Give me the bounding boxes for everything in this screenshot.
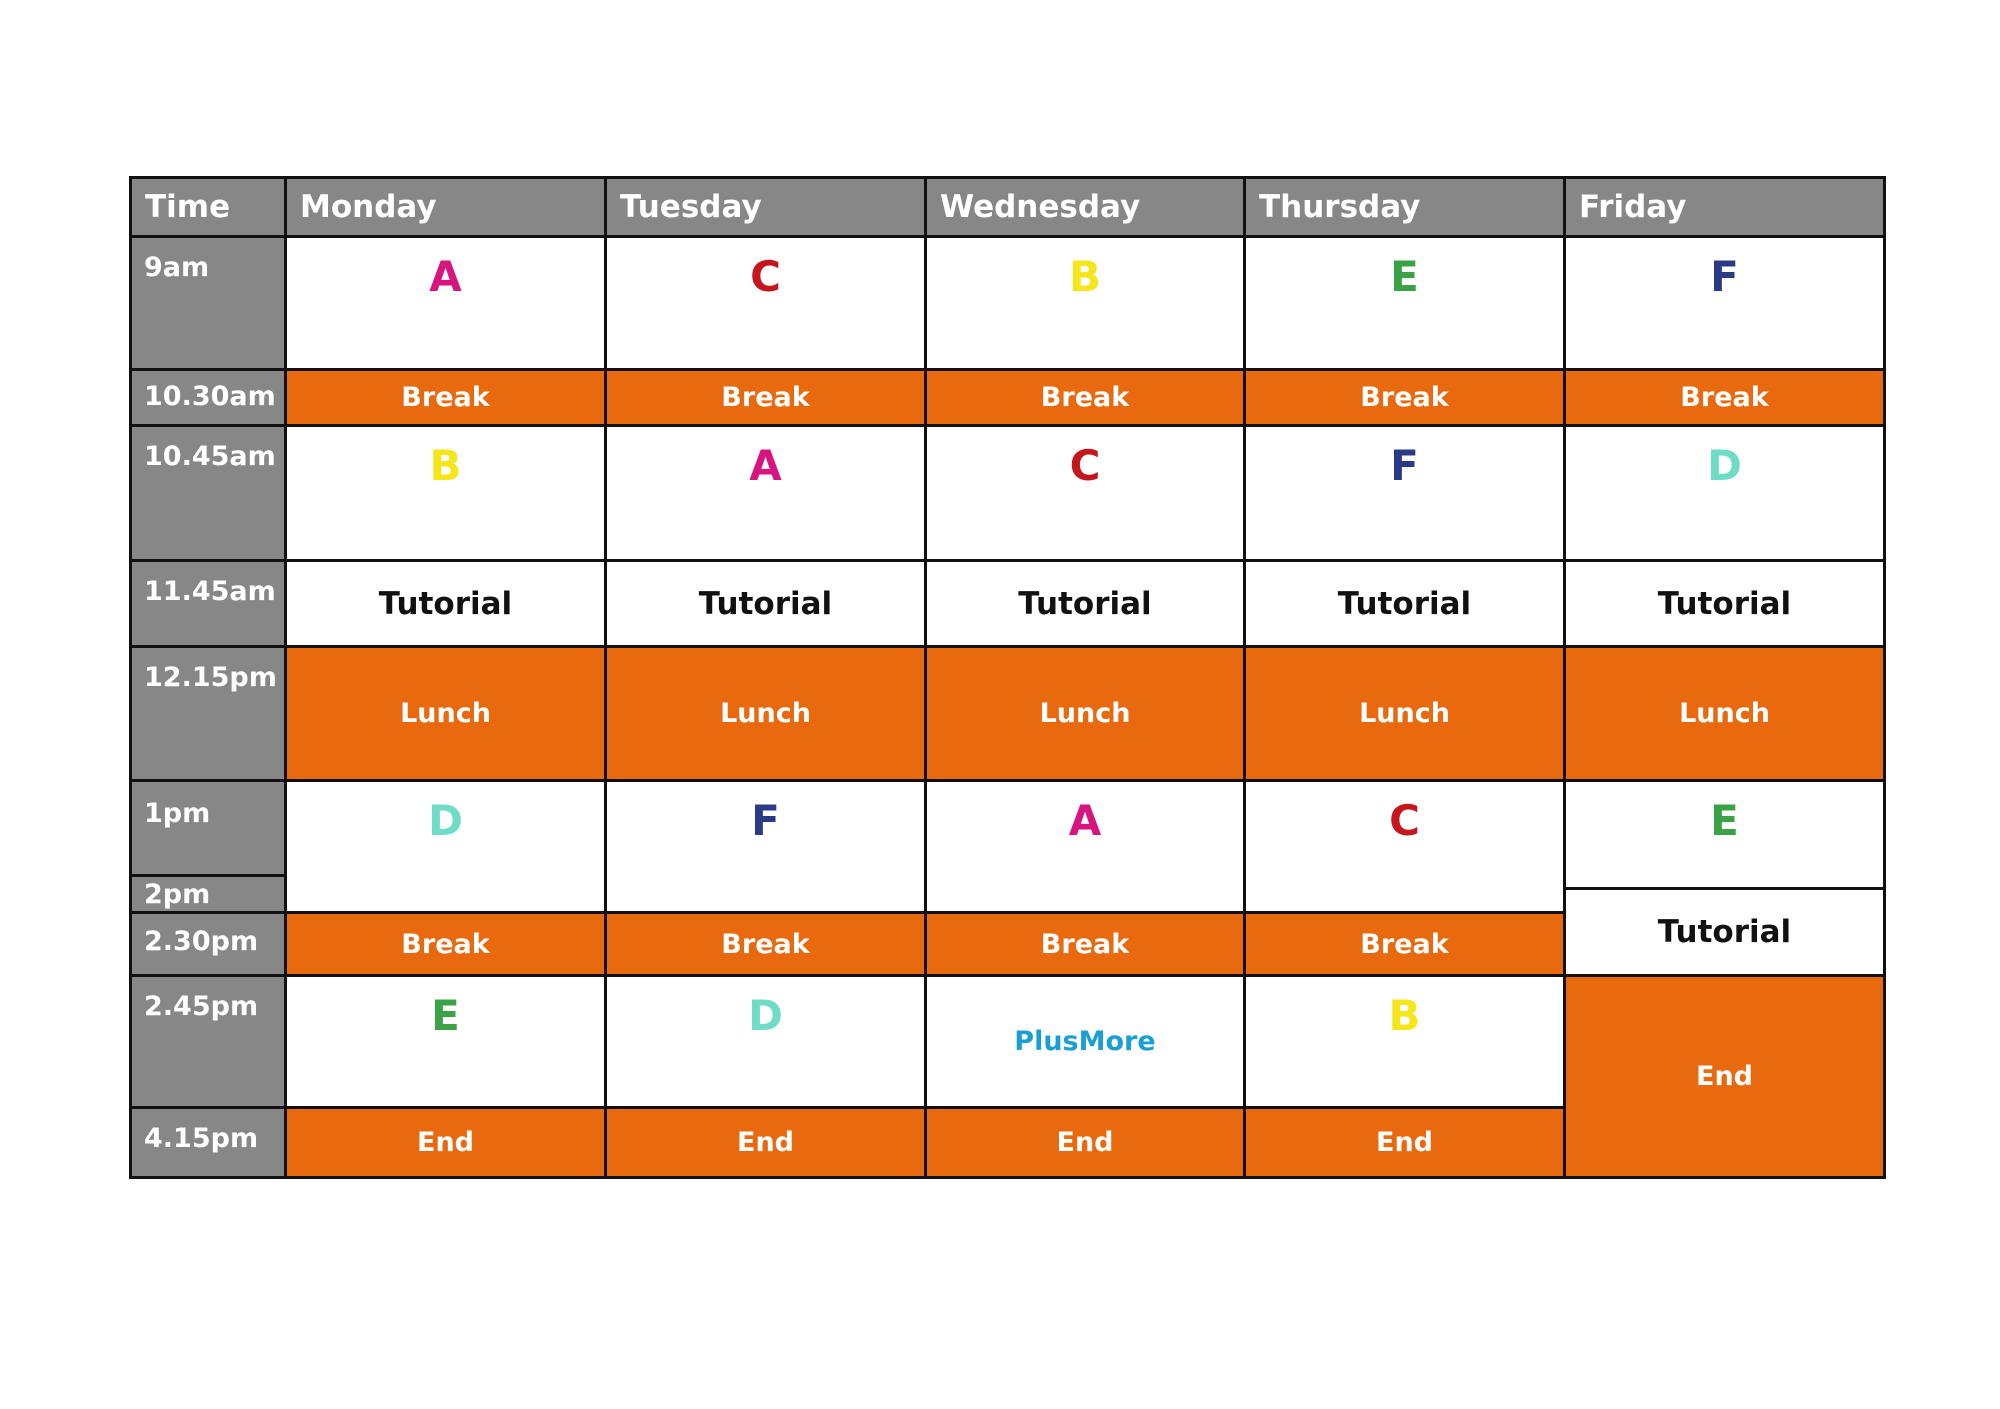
row-1145am	[131, 561, 1885, 647]
time-label: 1pm	[144, 798, 211, 829]
time-label: 11.45am	[131, 561, 286, 647]
end-cell: End	[1245, 1108, 1565, 1178]
tutorial-cell: Tutorial	[926, 561, 1245, 647]
header-friday: Friday	[1565, 178, 1885, 237]
end-cell: End	[286, 1108, 606, 1178]
subject-cell: F	[606, 781, 926, 913]
tutorial-cell: Tutorial	[1245, 561, 1565, 647]
friday-end-cell: End	[1565, 976, 1885, 1178]
subject-cell: B	[286, 426, 606, 561]
end-cell: End	[926, 1108, 1245, 1178]
subject-cell: B	[926, 237, 1245, 370]
row-245pm	[131, 976, 1885, 1108]
friday-1pm-tutorial-cell	[1565, 781, 1885, 976]
plusmore-cell: PlusMore	[926, 976, 1245, 1108]
row-1215pm	[131, 647, 1885, 781]
timetable	[129, 176, 1886, 1179]
tutorial-cell: Tutorial	[606, 561, 926, 647]
lunch-cell: Lunch	[606, 647, 926, 781]
subject-cell: C	[926, 426, 1245, 561]
header-monday: Monday	[286, 178, 606, 237]
subject-cell: C	[606, 237, 926, 370]
subject-cell: C	[1245, 781, 1565, 913]
subject-cell: E	[1245, 237, 1565, 370]
header-time: Time	[131, 178, 286, 237]
subject-cell: B	[1245, 976, 1565, 1108]
tutorial-cell: Tutorial	[1566, 887, 1883, 974]
row-1045am	[131, 426, 1885, 561]
time-label: 2.45pm	[131, 976, 286, 1108]
lunch-cell: Lunch	[926, 647, 1245, 781]
row-1030am	[131, 370, 1885, 426]
header-row	[131, 178, 1885, 237]
header-thursday: Thursday	[1245, 178, 1565, 237]
break-cell: Break	[1245, 913, 1565, 976]
subject-cell: A	[606, 426, 926, 561]
subject-cell: F	[1565, 237, 1885, 370]
time-label: 9am	[131, 237, 286, 370]
lunch-cell: Lunch	[286, 647, 606, 781]
break-cell: Break	[1245, 370, 1565, 426]
header-wednesday: Wednesday	[926, 178, 1245, 237]
break-cell: Break	[1565, 370, 1885, 426]
subject-cell: D	[286, 781, 606, 913]
break-cell: Break	[606, 913, 926, 976]
time-label: 2pm	[144, 879, 211, 910]
time-label-group	[131, 781, 286, 913]
time-label: 10.45am	[131, 426, 286, 561]
break-cell: Break	[286, 913, 606, 976]
tutorial-cell: Tutorial	[1565, 561, 1885, 647]
subject-cell: E	[286, 976, 606, 1108]
subject-cell: D	[1565, 426, 1885, 561]
row-1pm	[131, 781, 1885, 913]
break-cell: Break	[606, 370, 926, 426]
time-label: 2.30pm	[131, 913, 286, 976]
subject-cell: D	[606, 976, 926, 1108]
subject-cell: A	[286, 237, 606, 370]
subject-cell: E	[1710, 796, 1739, 845]
time-label: 4.15pm	[131, 1108, 286, 1178]
break-cell: Break	[926, 370, 1245, 426]
break-cell: Break	[926, 913, 1245, 976]
break-cell: Break	[286, 370, 606, 426]
row-9am	[131, 237, 1885, 370]
time-label: 12.15pm	[131, 647, 286, 781]
time-label: 10.30am	[131, 370, 286, 426]
header-tuesday: Tuesday	[606, 178, 926, 237]
subject-cell: A	[926, 781, 1245, 913]
time-subdivision	[132, 874, 284, 911]
subject-cell: F	[1245, 426, 1565, 561]
lunch-cell: Lunch	[1565, 647, 1885, 781]
lunch-cell: Lunch	[1245, 647, 1565, 781]
end-cell: End	[606, 1108, 926, 1178]
tutorial-cell: Tutorial	[286, 561, 606, 647]
